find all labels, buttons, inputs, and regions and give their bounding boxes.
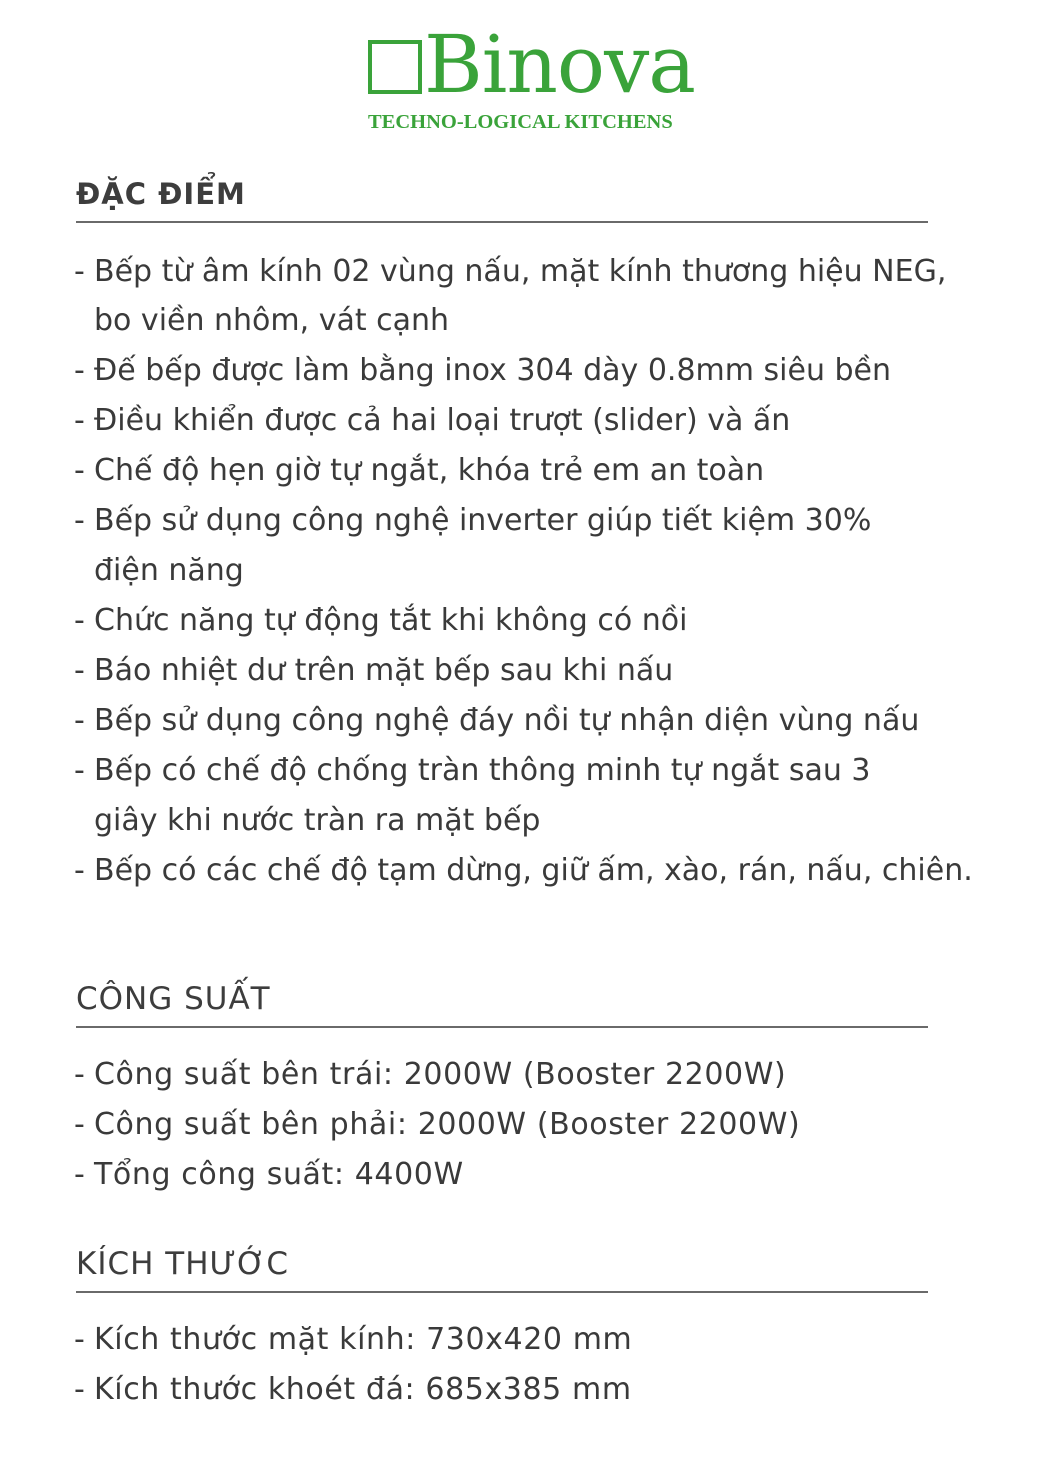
section-divider [76,1291,928,1293]
dimension-text: Kích thước mặt kính: 730x420 mm [94,1322,633,1357]
section-title-features: ĐẶC ĐIỂM [76,177,246,211]
list-dash: - [74,853,85,888]
feature-text: Đế bếp được làm bằng inox 304 dày 0.8mm siêu bền [94,353,892,388]
feature-text: Bếp từ âm kính 02 vùng nấu, mặt kính thương hiệu NEG, [94,254,947,289]
brand-logo [366,18,712,134]
feature-item [74,396,790,446]
feature-text: Bếp sử dụng công nghệ đáy nồi tự nhận diện vùng nấu [94,703,920,738]
list-dash: - [74,1107,86,1142]
list-dash: - [74,753,85,788]
logo-tagline: TECHNO-LOGICAL KITCHENS [368,111,673,133]
power-item [74,1050,786,1100]
feature-text: Chế độ hẹn giờ tự ngắt, khóa trẻ em an toàn [94,453,765,488]
power-item [74,1150,464,1200]
feature-text-continued: giây khi nước tràn ra mặt bếp [94,803,541,838]
feature-item [74,346,891,396]
list-dash: - [74,403,85,438]
dimension-text: Kích thước khoét đá: 685x385 mm [94,1372,632,1407]
feature-text: Bếp có chế độ chống tràn thông minh tự ngắt sau 3 [94,753,871,788]
feature-text: Bếp có các chế độ tạm dừng, giữ ấm, xào, rán, nấu, chiên. [94,853,973,888]
list-dash: - [74,653,85,688]
feature-item [74,846,973,896]
list-dash: - [74,703,85,738]
feature-item [74,596,687,646]
list-dash: - [74,353,85,388]
section-title-power: CÔNG SUẤT [76,981,271,1017]
list-dash: - [74,1157,86,1192]
section-title-dimensions: KÍCH THƯỚC [76,1246,290,1282]
feature-text: Điều khiển được cả hai loại trượt (slider) và ấn [94,403,791,438]
logo-wordmark: Binova [424,18,695,111]
feature-item [74,646,673,696]
dimension-item [74,1315,632,1365]
logo-square-icon [368,40,422,94]
feature-text: Báo nhiệt dư trên mặt bếp sau khi nấu [94,653,674,688]
list-dash: - [74,453,85,488]
list-dash: - [74,254,85,289]
feature-item [74,496,871,546]
section-divider [76,1026,928,1028]
feature-text: Bếp sử dụng công nghệ inverter giúp tiết kiệm 30% [94,503,872,538]
feature-text-continued: điện năng [94,553,244,588]
dimension-item [74,1365,632,1415]
power-text: Công suất bên trái: 2000W (Booster 2200W) [94,1057,787,1092]
power-item [74,1100,800,1150]
feature-item [74,746,870,796]
list-dash: - [74,603,85,638]
list-dash: - [74,503,85,538]
power-text: Công suất bên phải: 2000W (Booster 2200W) [94,1107,801,1142]
list-dash: - [74,1057,86,1092]
feature-text: Chức năng tự động tắt khi không có nồi [94,603,688,638]
feature-text-continued: bo viền nhôm, vát cạnh [94,303,450,338]
power-text: Tổng công suất: 4400W [94,1157,464,1192]
feature-item [74,247,946,297]
feature-item [74,446,764,496]
list-dash: - [74,1372,86,1407]
section-divider [76,221,928,223]
feature-item [74,696,919,746]
list-dash: - [74,1322,86,1357]
